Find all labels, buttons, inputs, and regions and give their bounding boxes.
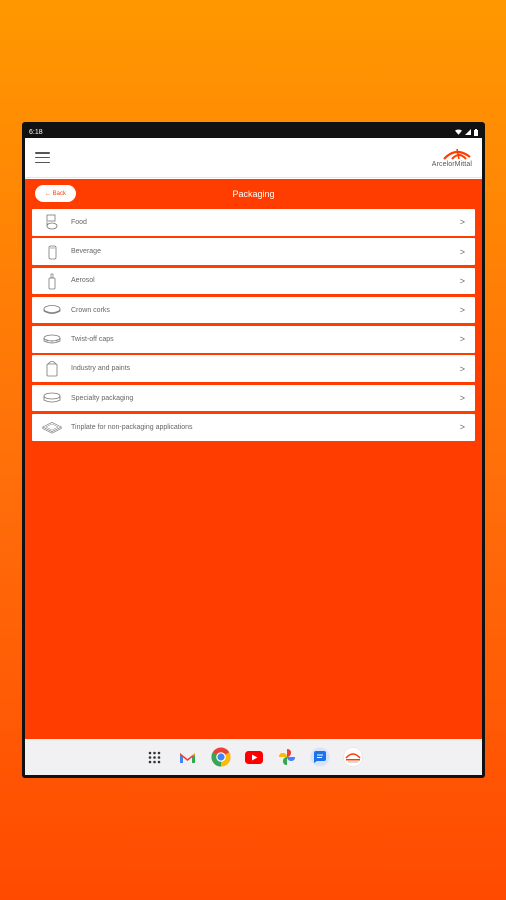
item-label: Specialty packaging [71,394,134,402]
aerosol-can-icon [42,272,62,290]
page-title: Packaging [232,189,275,199]
page-header [32,179,475,209]
battery-icon [474,129,478,136]
status-bar [25,126,482,138]
list-item-aerosol[interactable] [32,268,475,295]
item-label: Tinplate for non-packaging applications [71,423,193,431]
item-label: Aerosol [71,277,95,285]
status-time: 6:18 [29,128,43,136]
arcelormittal-app-icon[interactable] [343,747,363,767]
back-button[interactable]: ← Back [35,185,76,202]
beverage-can-icon [42,243,62,261]
item-label: Crown corks [71,306,110,314]
food-can-icon [42,213,62,231]
twist-off-cap-icon [42,330,62,348]
specialty-tin-icon [42,389,62,407]
list-item-twist-off-caps[interactable] [32,326,475,353]
crown-cork-icon [42,301,62,319]
hamburger-icon[interactable] [35,152,50,163]
list-item-specialty-packaging[interactable] [32,385,475,412]
arcelormittal-logo-mark [442,148,472,160]
photos-icon[interactable] [277,747,297,767]
messages-icon[interactable] [310,747,330,767]
chevron-right-icon: > [459,275,465,286]
wifi-icon [455,129,462,135]
paint-can-icon [42,360,62,378]
tablet-frame [22,122,485,778]
app-grid-icon[interactable] [145,747,165,767]
app-dock [25,739,482,775]
list-item-food[interactable] [32,209,475,236]
item-label: Industry and paints [71,365,131,373]
chevron-right-icon: > [459,363,465,374]
chrome-icon[interactable] [211,747,231,767]
chevron-right-icon: > [459,422,465,433]
screen [25,126,482,775]
chevron-right-icon: > [459,305,465,316]
tinplate-sheet-icon [42,418,62,436]
item-label: Beverage [71,248,101,256]
signal-icon [465,129,471,135]
item-label: Food [71,218,87,226]
list-item-industry-and-paints[interactable] [32,355,475,382]
chevron-right-icon: > [459,246,465,257]
content-area [25,179,482,739]
logo-text: ArcelorMittal [431,160,472,168]
list-item-crown-corks[interactable] [32,297,475,324]
app-bar [25,138,482,178]
list-item-tinplate-non-packaging[interactable] [32,414,475,441]
item-label: Twist-off caps [71,335,114,343]
category-list [32,209,475,441]
chevron-right-icon: > [459,217,465,228]
youtube-icon[interactable] [244,747,264,767]
arcelormittal-logo [432,148,472,168]
gmail-icon[interactable] [178,747,198,767]
chevron-right-icon: > [459,393,465,404]
list-item-beverage[interactable] [32,238,475,265]
chevron-right-icon: > [459,334,465,345]
